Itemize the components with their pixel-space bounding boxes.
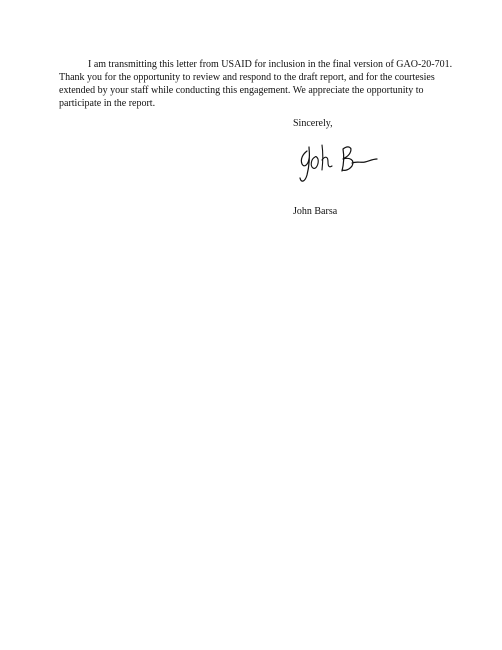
signer-name: John Barsa (293, 206, 338, 217)
letter-body-paragraph: I am transmitting this letter from USAID for inclusion in the final version of GAO-20-701. Thank you for the opportunity to review and respond to the draft report, and for the courtesies extended by your staff while conducting this engagement. We appreciate the opportunity to participate in the report. (59, 59, 453, 109)
signature-tail-stroke (352, 159, 377, 163)
handwritten-signature (294, 139, 382, 187)
signature-o-stroke (311, 157, 318, 169)
signature-b-stroke (342, 147, 353, 171)
signature-j-stroke (300, 147, 309, 181)
closing-salutation: Sincerely, (293, 118, 333, 129)
signature-h-stroke (322, 145, 332, 170)
